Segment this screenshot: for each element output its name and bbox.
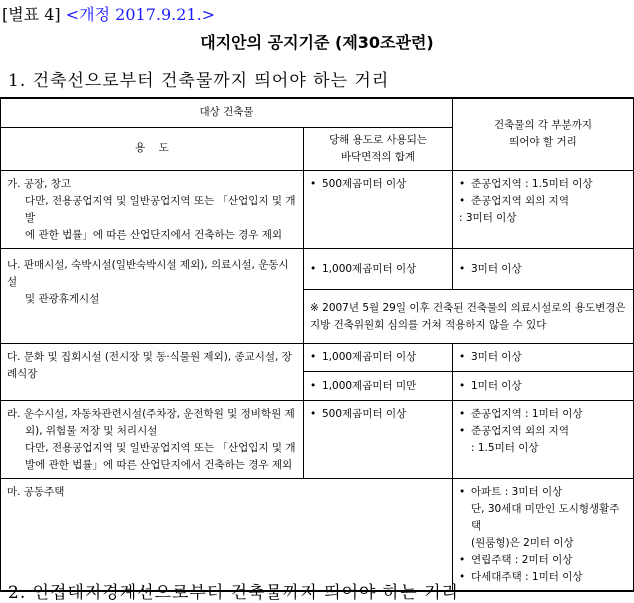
area-value: • 500제곱미터 이상 — [310, 176, 446, 193]
distance-value: • 아파트 : 3미터 이상 — [459, 484, 627, 501]
header-distance-line1: 건축물의 각 부분까지 — [494, 119, 592, 132]
distance-value: 단, 30세대 미만인 도시형생활주택 — [471, 502, 620, 532]
note-line: 지방 건축위원회 심의를 거쳐 적용하지 않을 수 있다 — [310, 318, 547, 331]
table-row-ma — [1, 478, 634, 591]
document-title: 대지안의 공지기준 (제30조관련) — [200, 33, 434, 52]
distance-value: (원룸형)은 2미터 이상 — [471, 536, 574, 549]
header-row-1 — [1, 98, 634, 127]
use-line: 에 관한 법률」에 따른 산업단지에서 건축하는 경우 제외 — [25, 228, 283, 241]
distance-value: : 3미터 이상 — [459, 211, 517, 224]
distance-cell — [453, 170, 634, 248]
use-line: 라. 운수시설, 자동차관련시설(주차장, 운전학원 및 정비학원 제 — [7, 407, 295, 420]
header-distance — [453, 98, 634, 170]
setback-standards-table — [0, 97, 634, 592]
table-row-ra — [1, 400, 634, 478]
amendment-date: <개정 2017.9.21.> — [65, 5, 216, 24]
area-value: • 1,000제곱미터 미만 — [310, 378, 446, 395]
use-cell — [1, 248, 304, 343]
distance-value: • 준공업지역 외의 지역 — [459, 193, 627, 210]
area-cell — [304, 343, 453, 371]
distance-value: • 3미터 이상 — [459, 349, 627, 366]
use-cell — [1, 400, 304, 478]
table-row-ga — [1, 170, 634, 248]
table-row-da — [1, 343, 634, 371]
header-floor-area-line2: 바닥면적의 합계 — [340, 150, 416, 163]
note-line: ※ 2007년 5월 29일 이후 건축된 건축물의 의료시설로의 용도변경은 — [310, 301, 626, 314]
annex-label — [2, 2, 215, 25]
use-line: 다만, 전용공업지역 및 일반공업지역 또는 「산업입지 및 개 — [25, 441, 296, 454]
use-line: 마. 공동주택 — [7, 485, 65, 498]
distance-value: • 3미터 이상 — [459, 261, 627, 278]
section-2-heading: 2. 인접대지경계선으로부터 건축물까지 띄어야 하는 거리 — [8, 583, 459, 603]
distance-cell — [453, 478, 634, 591]
area-value: • 500제곱미터 이상 — [310, 406, 446, 423]
use-cell — [1, 170, 304, 248]
header-use: 용 도 — [1, 127, 304, 170]
use-line: 다. 문화 및 집회시설 (전시장 및 동·식물원 제외), 종교시설, 장례식장 — [7, 350, 292, 380]
area-value: • 1,000제곱미터 이상 — [310, 261, 446, 278]
distance-cell — [453, 400, 634, 478]
distance-value: • 다세대주택 : 1미터 이상 — [459, 569, 627, 586]
distance-cell — [453, 343, 634, 371]
area-value: • 1,000제곱미터 이상 — [310, 349, 446, 366]
use-line: 및 관광휴게시설 — [25, 292, 100, 305]
use-cell — [1, 478, 453, 591]
distance-value: : 1.5미터 이상 — [471, 441, 539, 454]
use-line: 다만, 전용공업지역 및 일반공업지역 또는 「산업입지 및 개발 — [25, 194, 296, 224]
annex-number: [별표 4] — [2, 5, 66, 24]
note-cell — [304, 289, 634, 343]
use-line: 나. 판매시설, 숙박시설(일반숙박시설 제외), 의료시설, 운동시설 — [7, 258, 289, 288]
distance-value: • 1미터 이상 — [459, 378, 627, 395]
section-1-heading: 1. 건축선으로부터 건축물까지 띄어야 하는 거리 — [8, 71, 390, 91]
header-target-building: 대상 건축물 — [1, 98, 453, 127]
distance-value: • 준공업지역 외의 지역 — [459, 423, 627, 440]
table-row-na — [1, 248, 634, 289]
area-cell — [304, 170, 453, 248]
distance-value: • 준공업지역 : 1미터 이상 — [459, 406, 627, 423]
area-cell — [304, 371, 453, 400]
header-floor-area — [304, 127, 453, 170]
header-distance-line2: 띄어야 할 거리 — [509, 136, 577, 149]
header-floor-area-line1: 당해 용도로 사용되는 — [329, 133, 427, 146]
distance-cell — [453, 371, 634, 400]
area-cell — [304, 400, 453, 478]
area-cell — [304, 248, 453, 289]
use-line: 외), 위험물 저장 및 처리시설 — [25, 424, 158, 437]
use-line: 발에 관한 법률」에 따른 산업단지에서 건축하는 경우 제외 — [25, 458, 293, 471]
distance-value: • 준공업지역 : 1.5미터 이상 — [459, 176, 627, 193]
distance-value: • 연립주택 : 2미터 이상 — [459, 552, 627, 569]
use-cell — [1, 343, 304, 400]
use-line: 가. 공장, 창고 — [7, 177, 72, 190]
distance-cell — [453, 248, 634, 289]
